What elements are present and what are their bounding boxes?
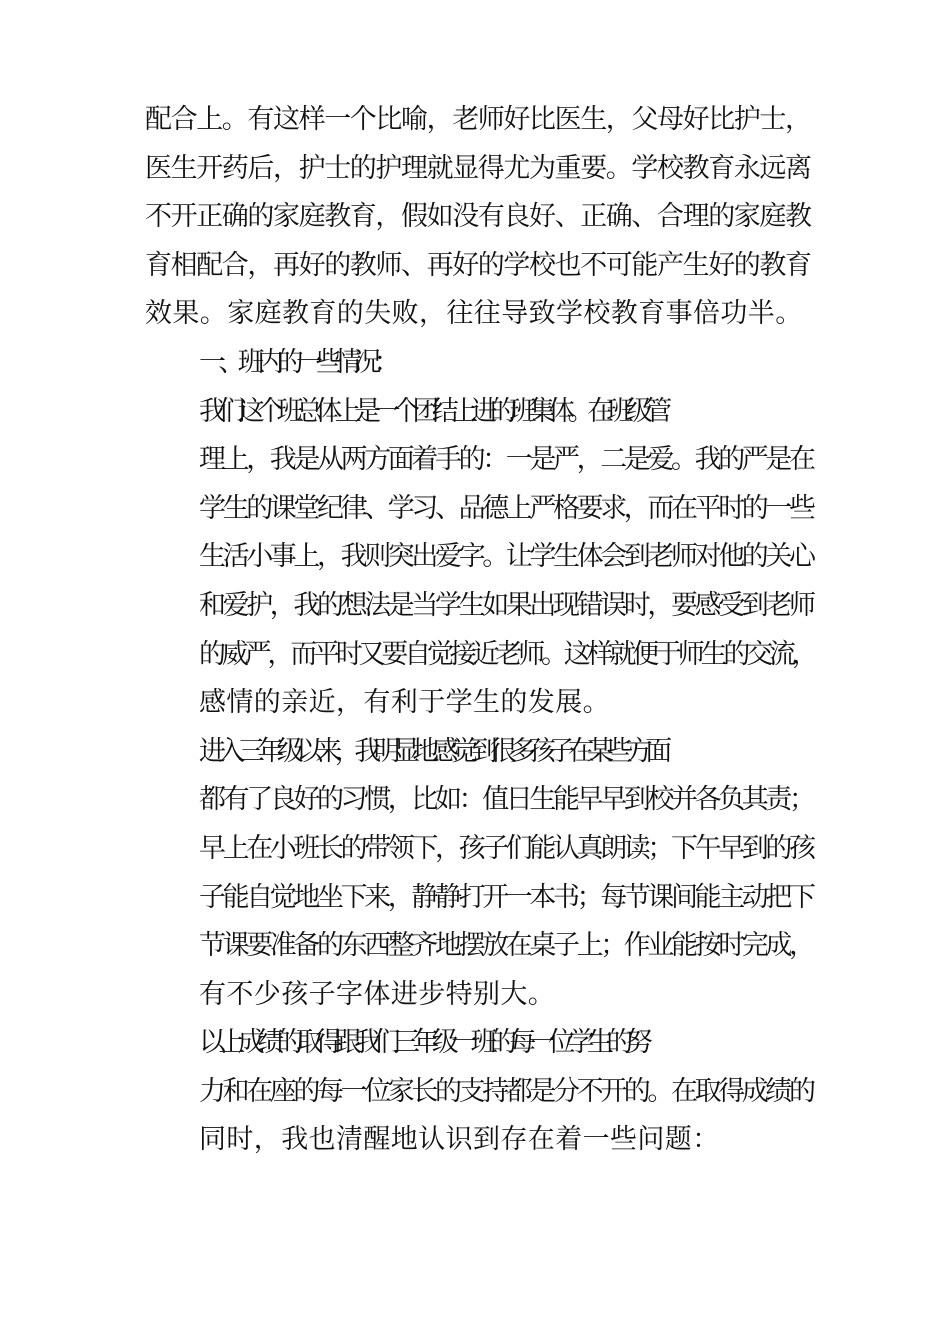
paragraph-intro	[145, 96, 815, 339]
text-line: 理上，我是从两方面着手的：一是严，二是爱。我的严是在	[199, 444, 813, 476]
text-line: 的威严，而平时又要自觉接近老师。这样就便于师生的交流，	[199, 638, 815, 670]
text-line: 和爱护，我的想法是当学生如果出现错误时，要感受到老师	[199, 589, 813, 621]
text-line: 配合上。有这样一个比喻，老师好比医生，父母好比护士，	[145, 104, 811, 135]
text-line: 育相配合，再好的教师、再好的学校也不可能产生好的教育	[145, 249, 811, 281]
paragraph-class-management	[145, 388, 815, 728]
paragraph-good-habits	[145, 728, 815, 1020]
text-line: 医生开药后，护士的护理就显得尤为重要。学校教育永远离	[145, 152, 811, 184]
paragraph-achievements	[145, 1019, 815, 1165]
text-line: 都有了良好的习惯，比如：值日生能早早到校并各负其责；	[199, 784, 813, 816]
document-body	[145, 96, 815, 1165]
text-line: 有不少孩子字体进步特别大。	[199, 978, 556, 1010]
text-line: 生活小事上，我则突出爱字。让学生体会到老师对他的关心	[199, 541, 813, 573]
section-heading	[145, 339, 815, 388]
text-line: 早上在小班长的带领下，孩子们能认真朗读；下午早到的孩	[199, 832, 813, 864]
text-line: 不开正确的家庭教育，假如没有良好、正确、合理的家庭教	[145, 201, 811, 233]
text-line: 效果。家庭教育的失败，往往导致学校教育事倍功半。	[145, 298, 803, 330]
text-line: 一、班内的一些情况：	[199, 346, 393, 378]
text-line: 进入三年级以来，我明显地感觉到很多孩子在某些方面	[199, 735, 665, 767]
text-line: 同时，我也清醒地认识到存在着一些问题：	[199, 1124, 720, 1156]
text-line: 节课要准备的东西整齐地摆放在桌子上；作业能按时完成，	[199, 930, 813, 962]
text-line: 子能自觉地坐下来，静静打开一本书；每节课间能主动把下	[199, 881, 813, 913]
text-line: 力和在座的每一位家长的支持都是分不开的。在取得成绩的	[199, 1075, 813, 1107]
text-line: 我们这个班总体上是一个团结上进的班集体。在班级管	[199, 395, 665, 427]
text-line: 以上成绩的取得跟我们三年级一班的每一位学生的努	[199, 1027, 646, 1059]
text-line: 感情的亲近，有利于学生的发展。	[199, 687, 610, 719]
text-line: 学生的课堂纪律、学习、品德上严格要求，而在平时的一些	[199, 492, 813, 524]
